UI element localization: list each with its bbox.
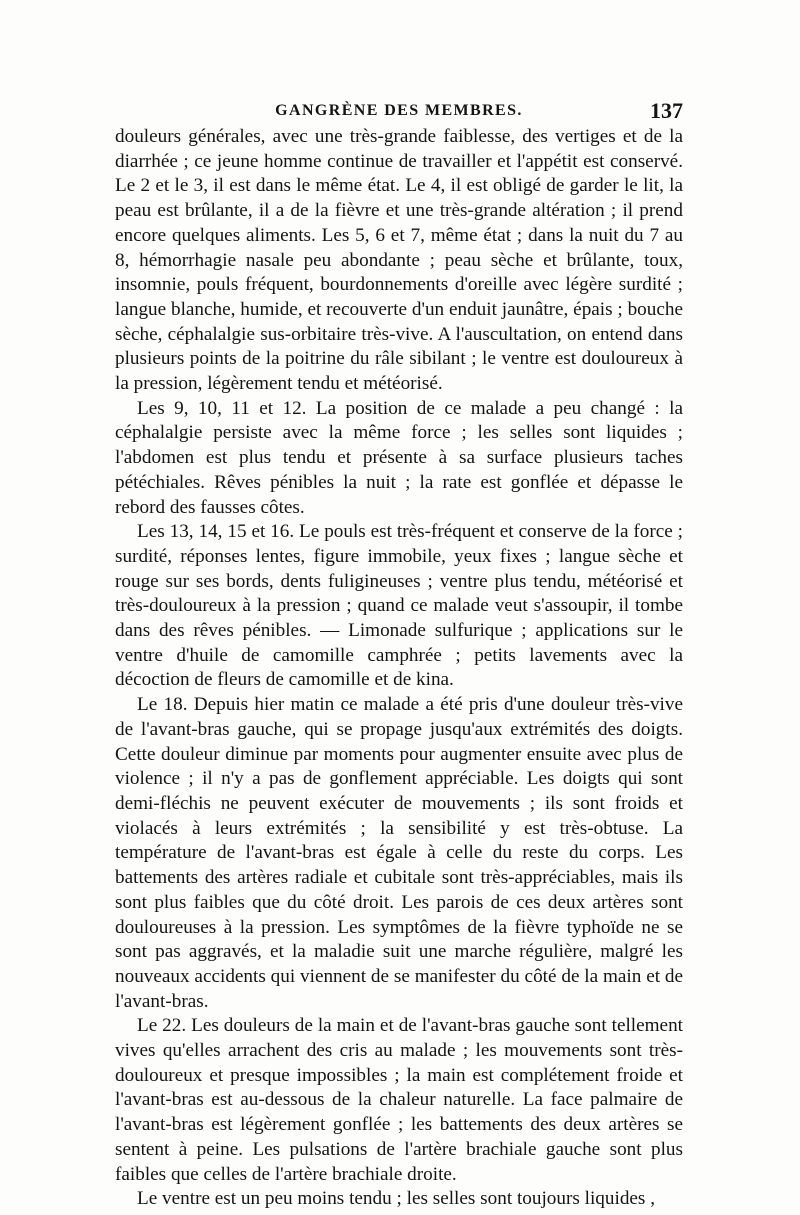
paragraph-days-9-12: Les 9, 10, 11 et 12. La position de ce malade a peu changé : la céphalalgie persiste avec la même force ; les selles sont liquides ; l'abdomen est plus tendu et présente à sa surface plusieurs taches pétéchiales. Rêves pénibles la nuit ; la rate est gonflée et dépasse le rebord des fausses côtes. <box>115 397 683 518</box>
page-number: 137 <box>650 98 683 123</box>
running-title: GANGRÈNE DES MEMBRES. <box>275 102 523 119</box>
paragraph-day-18: Le 18. Depuis hier matin ce malade a été pris d'une douleur très-vive de l'avant-bras gauche, qui se propage jusqu'aux extrémités des doigts. Cette douleur diminue par moments pour augmenter ensuite avec plus de violence ; il n'y a pas de gonflement appréciable. Les doigts qui sont demi-fléchis ne peuvent exécuter de mouvements ; ils sont froids et violacés à leurs extrémités ; la sensibilité y est très-obtuse. La température de l'avant-bras est égale à celle du reste du corps. Les battements des artères radiale et cubitale sont très-appréciables, mais ils sont plus faibles que du côté droit. Les parois de ces deux artères sont douloureuses à la pression. Les symptômes de la fièvre typhoïde ne se sont pas aggravés, et la maladie suit une marche régulière, malgré les nouveaux accidents qui viennent de se manifester du côté de la main et de l'avant-bras. <box>115 694 683 1012</box>
paragraph-days-13-16: Les 13, 14, 15 et 16. Le pouls est très-fréquent et conserve de la force ; surdité, réponses lentes, figure immobile, yeux fixes ; langue sèche et rouge sur ses bords, dents fuligineuses ; ventre plus tendu, météorisé et très-douloureux à la pression ; quand ce malade veut s'assoupir, il tombe dans des rêves pénibles. — Limonade sulfurique ; applications sur le ventre d'huile de camomille camphrée ; petits lavements avec la décoction de fleurs de camomille et de kina. <box>115 521 683 691</box>
paragraph-ventre: Le ventre est un peu moins tendu ; les selles sont toujours liquides , <box>137 1188 655 1210</box>
body-text <box>115 125 683 1212</box>
paragraph-continued: douleurs générales, avec une très-grande faiblesse, des vertiges et de la diarrhée ; ce jeune homme continue de travailler et l'appétit est conservé. Le 2 et le 3, il est dans le même état. Le 4, il est obligé de garder le lit, la peau est brûlante, il a de la fièvre et une très-grande altération ; il prend encore quelques aliments. Les 5, 6 et 7, même état ; dans la nuit du 7 au 8, hémorrhagie nasale peu abondante ; peau sèche et brûlante, toux, insomnie, pouls fréquent, bourdonnements d'oreille avec légère surdité ; langue blanche, humide, et recouverte d'un enduit jaunâtre, épais ; bouche sèche, céphalalgie sus-orbitaire très-vive. A l'auscultation, on entend dans plusieurs points de la poitrine du râle sibilant ; le ventre est douloureux à la pression, légèrement tendu et météorisé. <box>115 126 683 395</box>
running-header <box>115 96 683 126</box>
paragraph-day-22: Le 22. Les douleurs de la main et de l'avant-bras gauche sont tellement vives qu'elles arrachent des cris au malade ; les mouvements sont très-douloureux et presque impossibles ; la main est complétement froide et l'avant-bras est au-dessous de la chaleur naturelle. La face palmaire de l'avant-bras est légèrement gonflée ; les battements des deux artères se sentent à peine. Les pulsations de l'artère brachiale gauche sont plus faibles que celles de l'artère brachiale droite. <box>115 1015 683 1185</box>
